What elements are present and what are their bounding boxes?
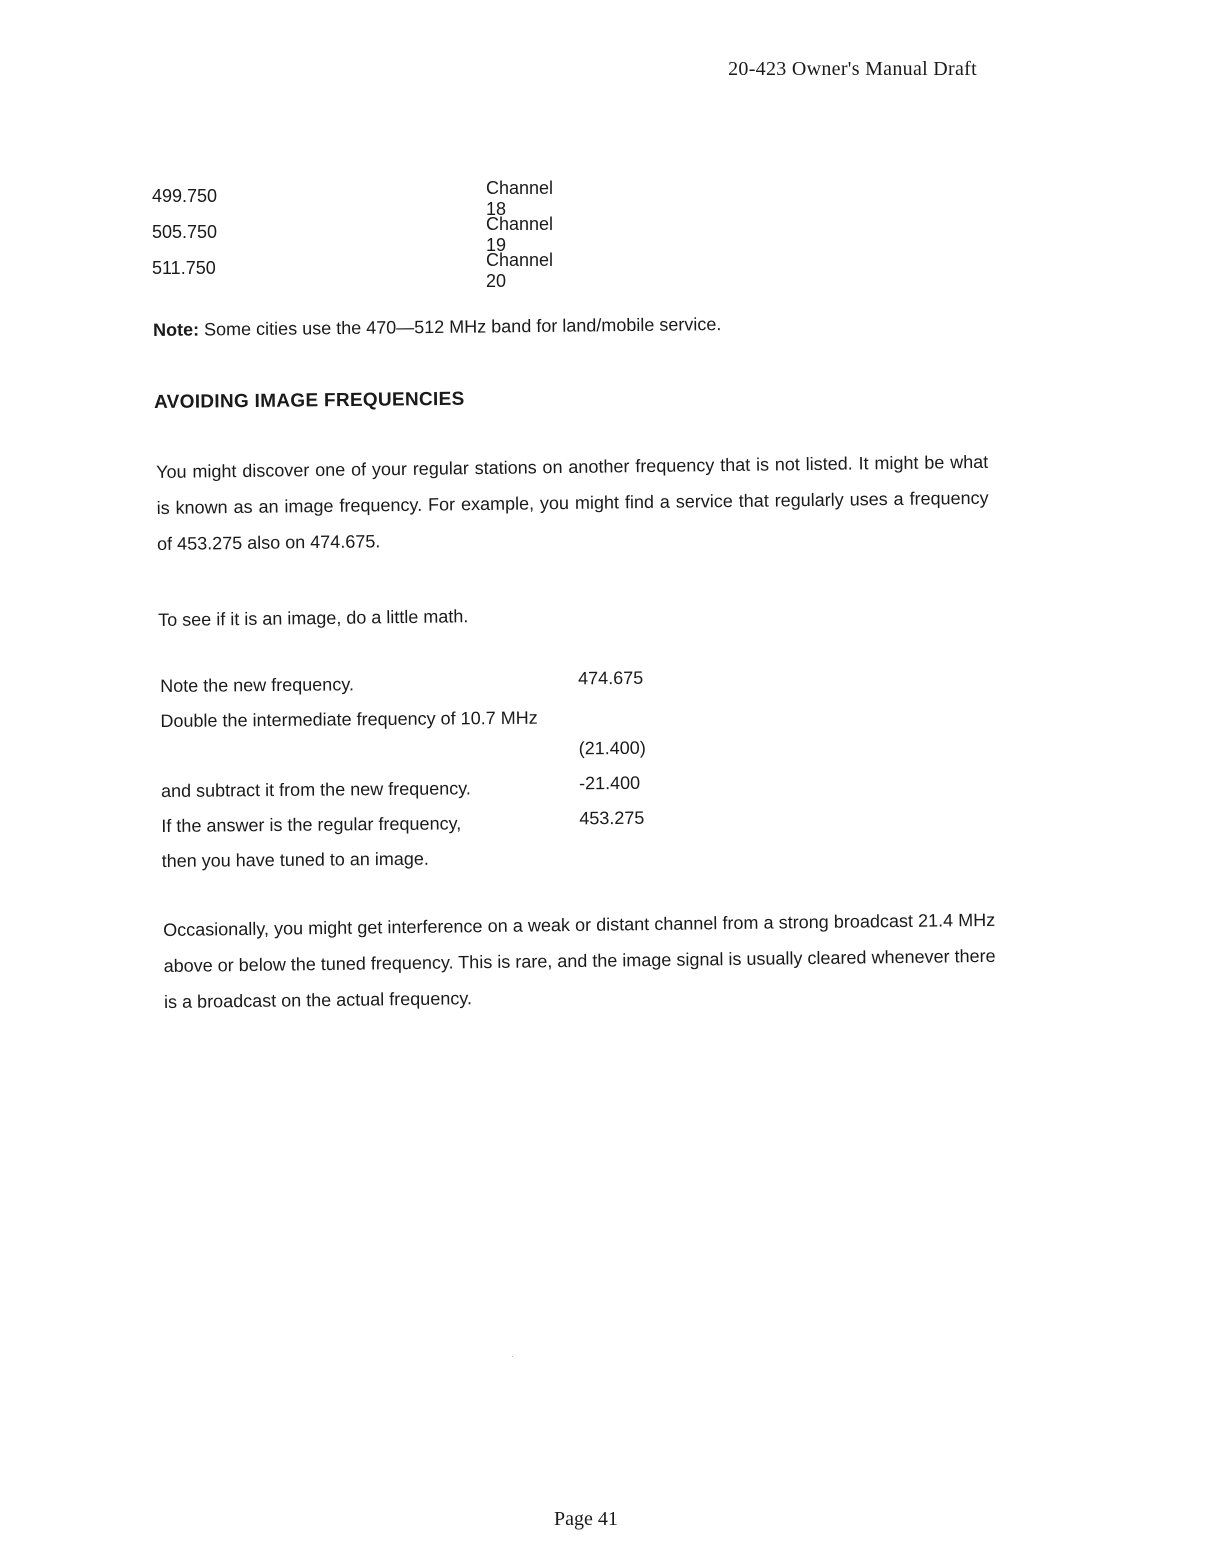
frequency-value: 499.750: [152, 186, 218, 206]
section-heading: AVOIDING IMAGE FREQUENCIES: [154, 388, 465, 413]
interference-paragraph: Occasionally, you might get interference on a weak or distant channel from a strong broadcast 21.4 MHz above or below the tuned frequency. This is rare, and the image signal is usually cleared whenever there is a broadcast on the actual frequency.: [163, 909, 996, 1012]
calculation-value: 453.275: [579, 807, 645, 829]
calculation-value: -21.400: [578, 772, 641, 794]
frequency-value: 505.750: [152, 222, 218, 242]
page-header: 20-423 Owner's Manual Draft: [728, 58, 977, 80]
calculation-step: then you have tuned to an image.: [161, 848, 429, 871]
channel-label: Channel 19: [486, 214, 554, 255]
page-number: Page 41: [554, 1508, 618, 1530]
calculation-step: and subtract it from the new frequency.: [160, 778, 471, 801]
math-intro-paragraph: To see if it is an image, do a little math.: [158, 606, 469, 630]
calculation-step: Double the intermediate frequency of 10.7 MHz: [160, 707, 538, 731]
frequency-value: 511.750: [152, 258, 216, 278]
calculation-step: If the answer is the regular frequency,: [161, 813, 462, 836]
scan-speck: [512, 1356, 513, 1357]
intro-paragraph: You might discover one of your regular stations on another frequency that is not listed. It might be what is known as an image frequency. For example, you might find a service that regularly uses a frequency of 453.275 also on 474.675.: [156, 451, 989, 554]
image-calculation: [160, 667, 646, 878]
calculation-value: (21.400): [578, 737, 646, 759]
calculation-step: Note the new frequency.: [160, 674, 355, 696]
note-label: Note:: [153, 319, 200, 340]
channel-label: Channel 18: [486, 178, 554, 219]
channel-label: Channel 20: [486, 250, 554, 291]
band-note: [153, 314, 721, 341]
calculation-value: 474.675: [578, 667, 644, 689]
note-text: Some cities use the 470—512 MHz band for land/mobile service.: [198, 314, 722, 340]
